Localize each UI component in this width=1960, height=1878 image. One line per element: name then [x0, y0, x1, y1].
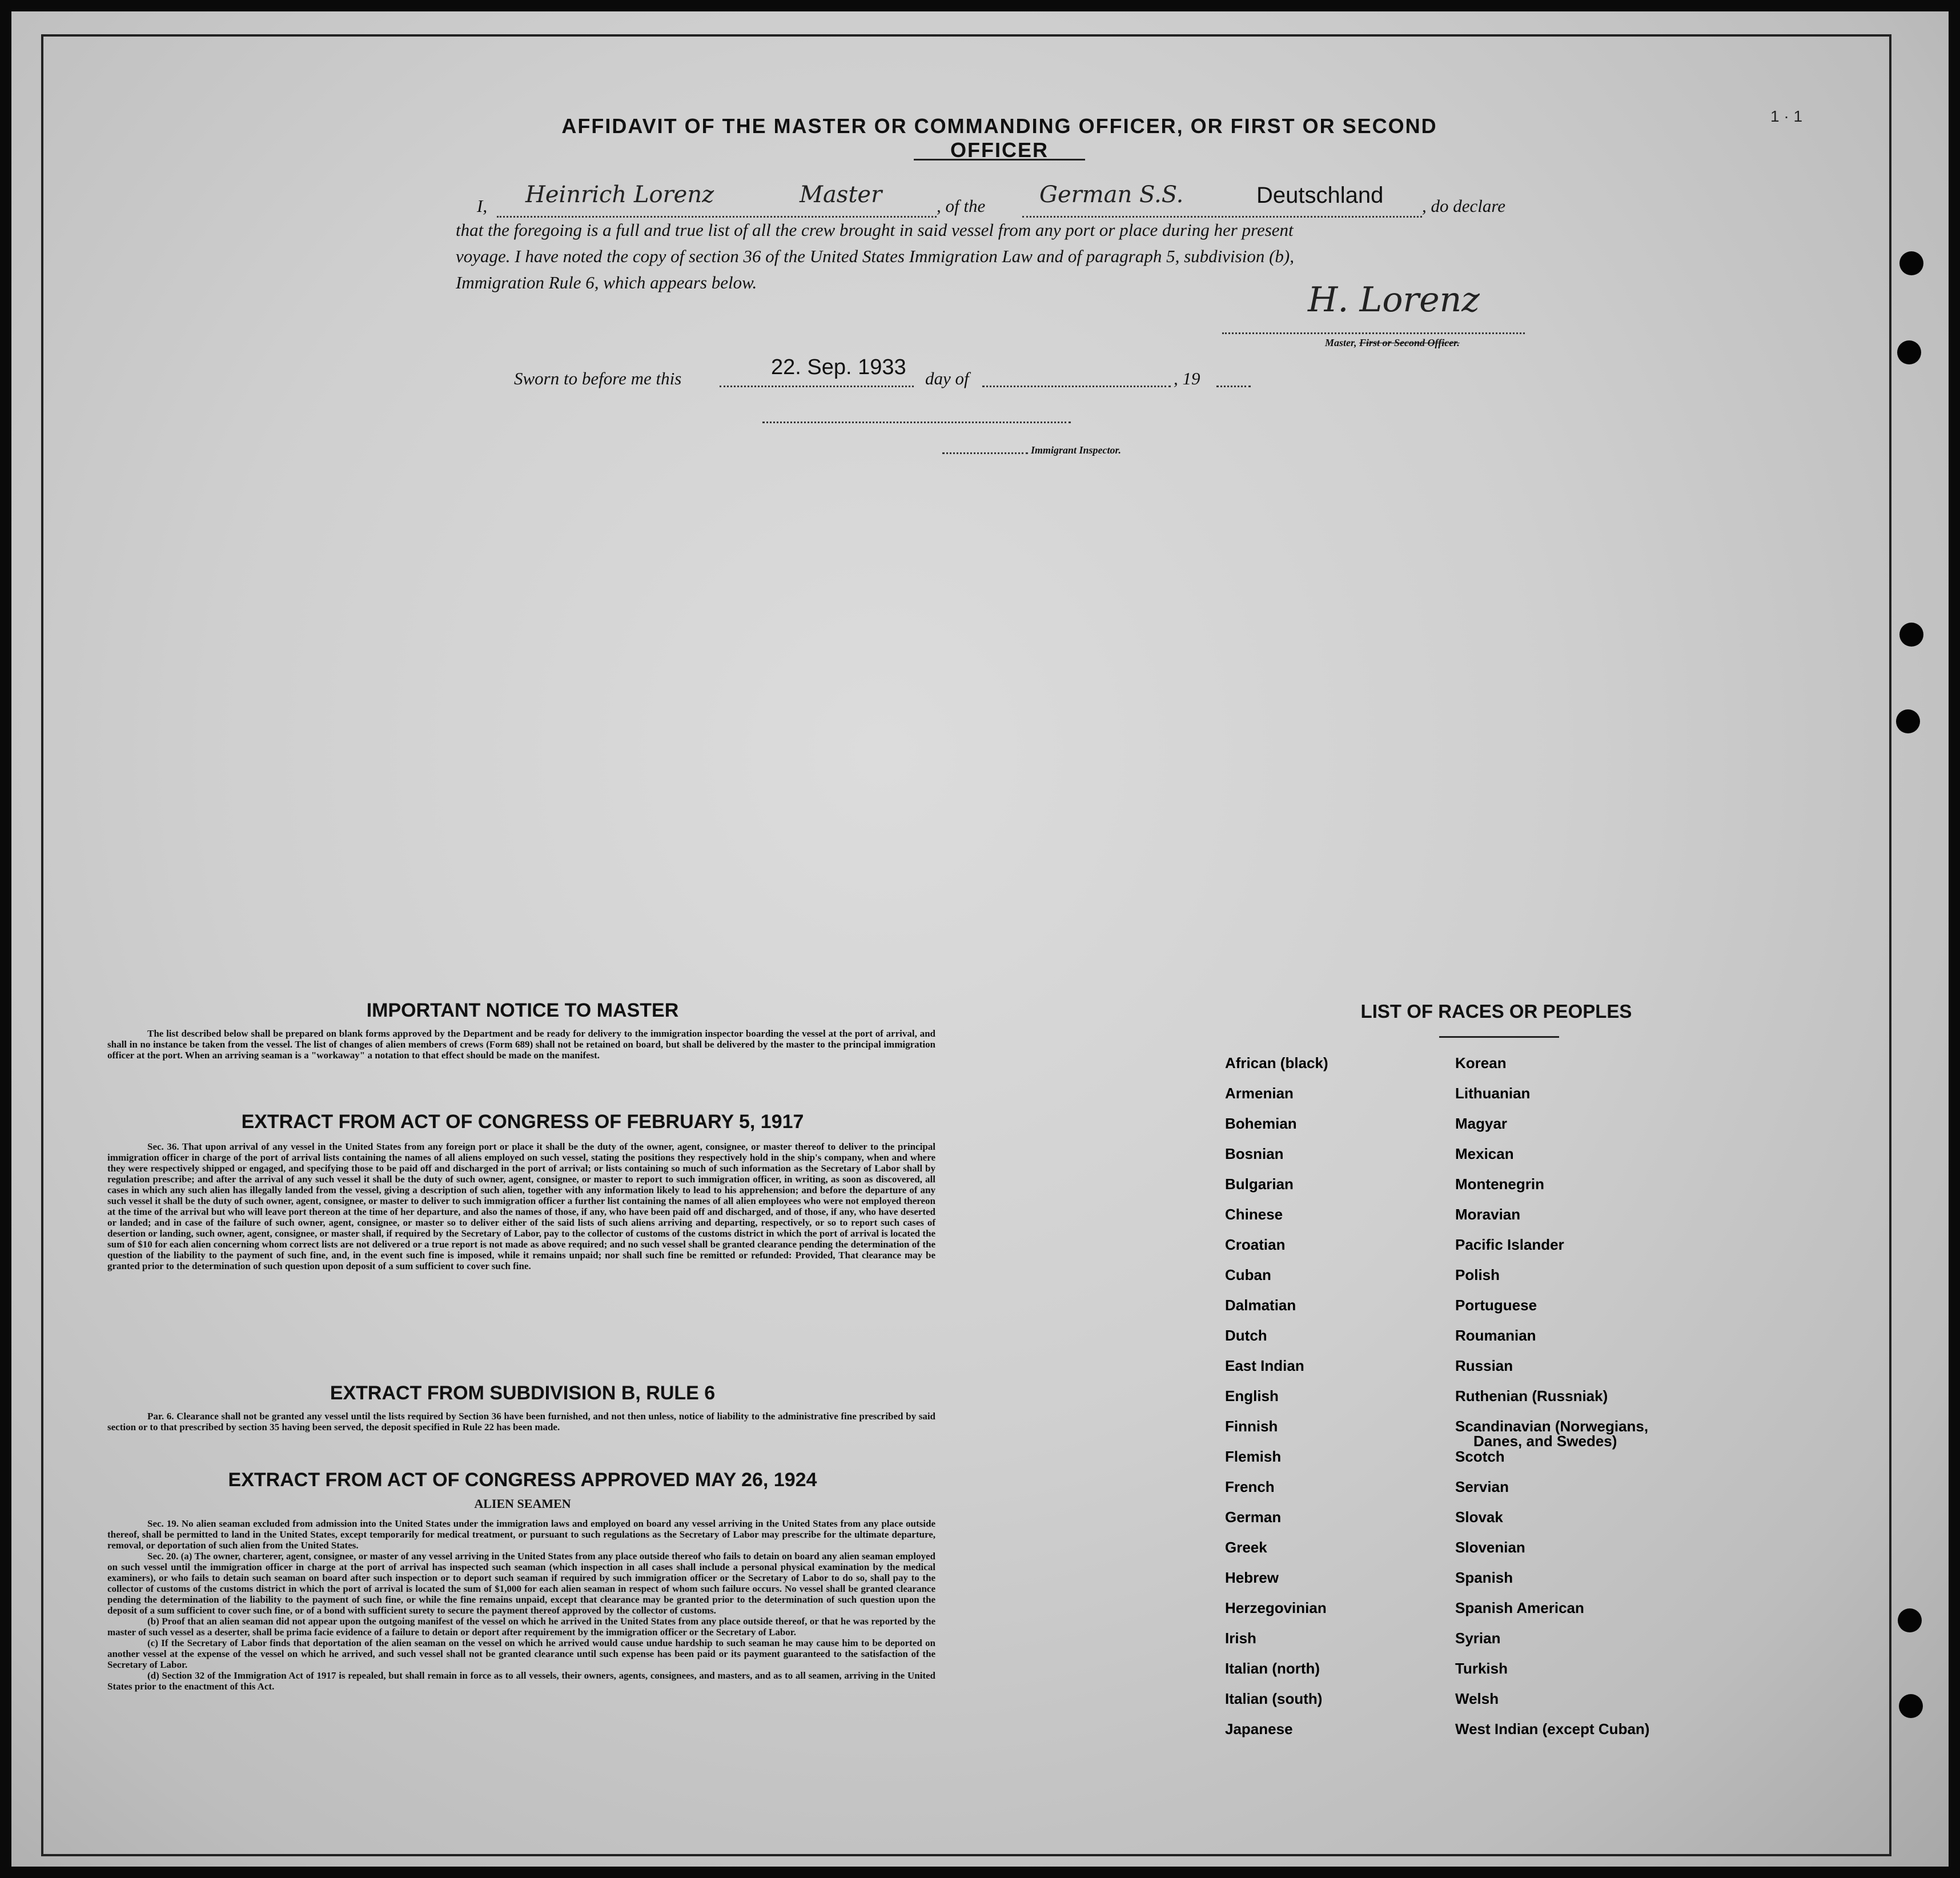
races-heading: LIST OF RACES OR PEOPLES: [1360, 1001, 1632, 1022]
corner-mark: 1 · 1: [1770, 107, 1803, 125]
signer-caption: [1325, 337, 1460, 349]
race-item: Scotch: [1455, 1448, 1505, 1465]
sec-20c: (c) If the Secretary of Labor finds that deportation of the alien seaman on the vessel on which he arrived would cause undue hardship to such seaman he may cause him to be deported on another vessel at the expense of the vessel on which he arrived, and such vessel shall not be granted clearance until such expense has been paid or its payment guaranteed to the satisfaction of the Secretary of Labor.: [107, 1638, 935, 1670]
race-item: Magyar: [1455, 1115, 1508, 1132]
extract-1924-body: [107, 1518, 935, 1692]
race-item: Japanese: [1225, 1720, 1293, 1737]
sec-20a: Sec. 20. (a) The owner, charterer, agent, consignee, or master of any vessel arriving in the United States from any place outside thereof who fails to detain on board any alien seaman employed on such vessel until the immigration officer in charge at the port of arrival has inspected such seaman (which inspection in all cases shall include a personal physical examination by the medical examiners), or who fails to detain such seaman on board after such inspection or to deport such seaman if required by such immigration officer or the Secretary of Labor to do so, shall pay to the collector of customs of the customs district in which the port of arrival is located the sum of $1,000 for each alien seaman in respect of whom such failure occurs. No vessel shall be granted clearance pending the determination of the liability to the payment of such fine, or while the fine remains unpaid, except that clearance may be granted prior to the determination of such question upon the deposit of a sum sufficient to cover such fine, or of a bond with sufficient surety to secure the payment thereof approved by the collector of customs.: [107, 1551, 935, 1616]
race-item: Roumanian: [1455, 1327, 1536, 1344]
race-item: German: [1225, 1508, 1282, 1526]
vessel-name-typed: Deutschland: [1256, 183, 1384, 208]
binder-hole: [1899, 251, 1923, 275]
race-item: Polish: [1455, 1266, 1500, 1283]
date-line: [720, 386, 914, 387]
of-the-text: , of the: [937, 196, 986, 216]
race-item: Spanish: [1455, 1569, 1513, 1586]
race-item: Slovak: [1455, 1508, 1503, 1526]
affidavit-title: AFFIDAVIT OF THE MASTER OR COMMANDING OFFICER, OR FIRST OR SECOND OFFICER: [561, 114, 1437, 162]
do-declare-text: , do declare: [1422, 196, 1506, 216]
notice-body: The list described below shall be prepared on blank forms approved by the Department and be ready for delivery to the immigration inspector boarding the vessel at the port of arrival, and shall in no instance be taken from the vessel. The list of changes of alien members of crews (Form 689) shall not be retained on board, but shall be delivered by the master to the principal immigration officer at the port. When an arriving seaman is a "workaway" a notation to that effect should be made on the manifest.: [107, 1028, 935, 1061]
signer-caption-struck: First or Second Officer.: [1359, 337, 1460, 348]
race-item: Slovenian: [1455, 1539, 1525, 1556]
nationality-handwritten: German S.S.: [1039, 182, 1184, 208]
race-item-continuation: Danes, and Swedes): [1473, 1432, 1617, 1450]
race-item: West Indian (except Cuban): [1455, 1720, 1650, 1737]
position-handwritten: Master: [800, 182, 882, 208]
year-line: [1216, 386, 1251, 387]
master-signature: H. Lorenz: [1308, 280, 1480, 320]
year-prefix: , 19: [1174, 368, 1200, 388]
binder-hole: [1899, 1694, 1923, 1718]
race-item: Montenegrin: [1455, 1175, 1544, 1193]
race-item: Irish: [1225, 1630, 1256, 1647]
race-item: Servian: [1455, 1478, 1509, 1495]
race-item: Syrian: [1455, 1630, 1501, 1647]
race-item: Bulgarian: [1225, 1175, 1294, 1193]
race-item: Italian (north): [1225, 1660, 1320, 1677]
declaration-line-4: Immigration Rule 6, which appears below.: [456, 272, 757, 292]
race-item: Spanish American: [1455, 1599, 1584, 1616]
race-item: Turkish: [1455, 1660, 1508, 1677]
month-line: [982, 386, 1171, 387]
name-handwritten: Heinrich Lorenz: [525, 182, 714, 208]
extract-1917-body: Sec. 36. That upon arrival of any vessel in the United States from any foreign port or place it shall be the duty of the owner, agent, consignee, or master thereof to deliver to the principal immigration officer in charge of the port of arrival lists containing the names of all aliens employed on such vessel, stating the positions they respectively hold in the ship's company, when and where they were respectively shipped or engaged, and specifying those to be paid off and discharged in the port of arrival; or lists containing so much of such information as the Secretary of Labor shall by regulation prescribe; and after the arrival of any such vessel it shall be the duty of such owner, agent, consignee, or master to report to such immigration officer, in writing, as soon as discovered, all cases in which any such alien has illegally landed from the vessel, giving a description of such alien, together with any information likely to lead to his apprehension; and before the departure of any such vessel it shall be the duty of such owner, agent, consignee, or master to deliver to such immigration officer a further list containing the names of all alien employees who were not employed thereon at the time of the arrival but who will leave port thereon at the time of her departure, and also the names of those, if any, who have been paid off and discharged, and of those, if any, who have deserted or landed; and in case of the failure of such owner, agent, consignee, or master so to deliver either of the said lists of such aliens arriving and departing, respectively, or so to report such cases of desertion or landing, such owner, agent, consignee, or master shall, if required by the Secretary of Labor, pay to the collector of customs of the customs district in which the port of arrival is located the sum of $10 for each alien concerning whom correct lists are not delivered or a true report is not made as above required; and no such vessel shall be granted clearance pending the determination of the question of the liability to the payment of such fine, and, in the event such fine is imposed, while it remains unpaid; nor shall such fine be remitted or refunded: Provided, That clearance may be granted prior to the determination of such question upon deposit of a sum sufficient to cover such fine.: [107, 1141, 935, 1271]
race-item: Bosnian: [1225, 1145, 1284, 1162]
race-item: Italian (south): [1225, 1690, 1323, 1707]
race-item: Pacific Islander: [1455, 1236, 1564, 1253]
race-item: East Indian: [1225, 1357, 1304, 1374]
race-item: Portuguese: [1455, 1297, 1537, 1314]
sworn-date-stamp: 22. Sep. 1933: [771, 355, 906, 379]
race-item: Croatian: [1225, 1236, 1286, 1253]
race-item: French: [1225, 1478, 1275, 1495]
declaration-line-3: voyage. I have noted the copy of section 36 of the United States Immigration Law and of paragraph 5, subdivision (b),: [456, 246, 1294, 266]
race-item: Moravian: [1455, 1206, 1521, 1223]
race-item: Scandinavian (Norwegians,: [1455, 1418, 1649, 1435]
extract-1917-heading: EXTRACT FROM ACT OF CONGRESS OF FEBRUARY 5, 1917: [241, 1111, 804, 1133]
race-item: Dutch: [1225, 1327, 1267, 1344]
extract-1924-heading: EXTRACT FROM ACT OF CONGRESS APPROVED MAY 26, 1924: [228, 1469, 817, 1491]
declaration-line-2: that the foregoing is a full and true list of all the crew brought in said vessel from any port or place during her present: [456, 220, 1294, 240]
day-of-text: day of: [925, 368, 969, 388]
race-item: Ruthenian (Russniak): [1455, 1387, 1608, 1405]
race-item: Dalmatian: [1225, 1297, 1296, 1314]
race-item: Korean: [1455, 1054, 1507, 1072]
inspector-short-line: [942, 452, 1028, 454]
race-item: Mexican: [1455, 1145, 1514, 1162]
race-item: English: [1225, 1387, 1279, 1405]
race-item: Flemish: [1225, 1448, 1282, 1465]
signature-line: [1222, 332, 1525, 334]
race-item: African (black): [1225, 1054, 1328, 1072]
sec-19: Sec. 19. No alien seaman excluded from admission into the United States under the immigration laws and employed on board any vessel arriving in the United States from any place outside thereof, shall be permitted to land in the United States, except temporarily for medical treatment, or pursuant to such regulations as the Secretary of Labor may prescribe for the ultimate departure, removal, or deportation of such alien from the United States.: [107, 1518, 935, 1551]
signer-caption-master: Master,: [1325, 337, 1357, 348]
race-item: Finnish: [1225, 1418, 1278, 1435]
pronoun: I,: [477, 196, 488, 216]
race-item: Bohemian: [1225, 1115, 1297, 1132]
race-item: Hebrew: [1225, 1569, 1279, 1586]
sec-20b: (b) Proof that an alien seaman did not appear upon the outgoing manifest of the vessel on which he arrived in the United States from any place outside thereof, or that he was reported by the master of such vessel as a deserter, shall be prima facie evidence of a failure to detain or deport after requirement by the immigration officer or the Secretary of Labor.: [107, 1616, 935, 1638]
sec-20d: (d) Section 32 of the Immigration Act of 1917 is repealed, but shall remain in force as to all vessels, their owners, agents, consignees, and masters, and as to all seamen, arriving in the United States prior to the enactment of this Act.: [107, 1670, 935, 1692]
race-item: Russian: [1455, 1357, 1513, 1374]
extract-rule6-heading: EXTRACT FROM SUBDIVISION B, RULE 6: [330, 1382, 716, 1404]
binder-hole: [1896, 709, 1920, 733]
inspector-signature-line: [762, 422, 1071, 423]
extract-rule6-body: Par. 6. Clearance shall not be granted any vessel until the lists required by Section 36 have been furnished, and not then unless, notice of liability to the administrative fine prescribed by said section or to that prescribed by section 35 having been served, the deposit specified in Rule 22 has been made.: [107, 1411, 935, 1432]
race-item: Herzegovinian: [1225, 1599, 1327, 1616]
binder-hole: [1898, 1608, 1922, 1632]
notice-heading: IMPORTANT NOTICE TO MASTER: [366, 1000, 679, 1021]
title-underline: [914, 159, 1085, 160]
races-underline: [1439, 1036, 1559, 1038]
race-item: Armenian: [1225, 1085, 1294, 1102]
race-item: Lithuanian: [1455, 1085, 1531, 1102]
race-item: Chinese: [1225, 1206, 1283, 1223]
race-item: Greek: [1225, 1539, 1267, 1556]
race-item: Cuban: [1225, 1266, 1271, 1283]
binder-hole: [1899, 623, 1923, 647]
inspector-caption: Immigrant Inspector.: [1031, 444, 1122, 456]
alien-seamen-subheading: ALIEN SEAMEN: [474, 1496, 571, 1511]
sworn-text: Sworn to before me this: [514, 368, 682, 388]
binder-hole: [1897, 340, 1921, 364]
race-item: Welsh: [1455, 1690, 1499, 1707]
